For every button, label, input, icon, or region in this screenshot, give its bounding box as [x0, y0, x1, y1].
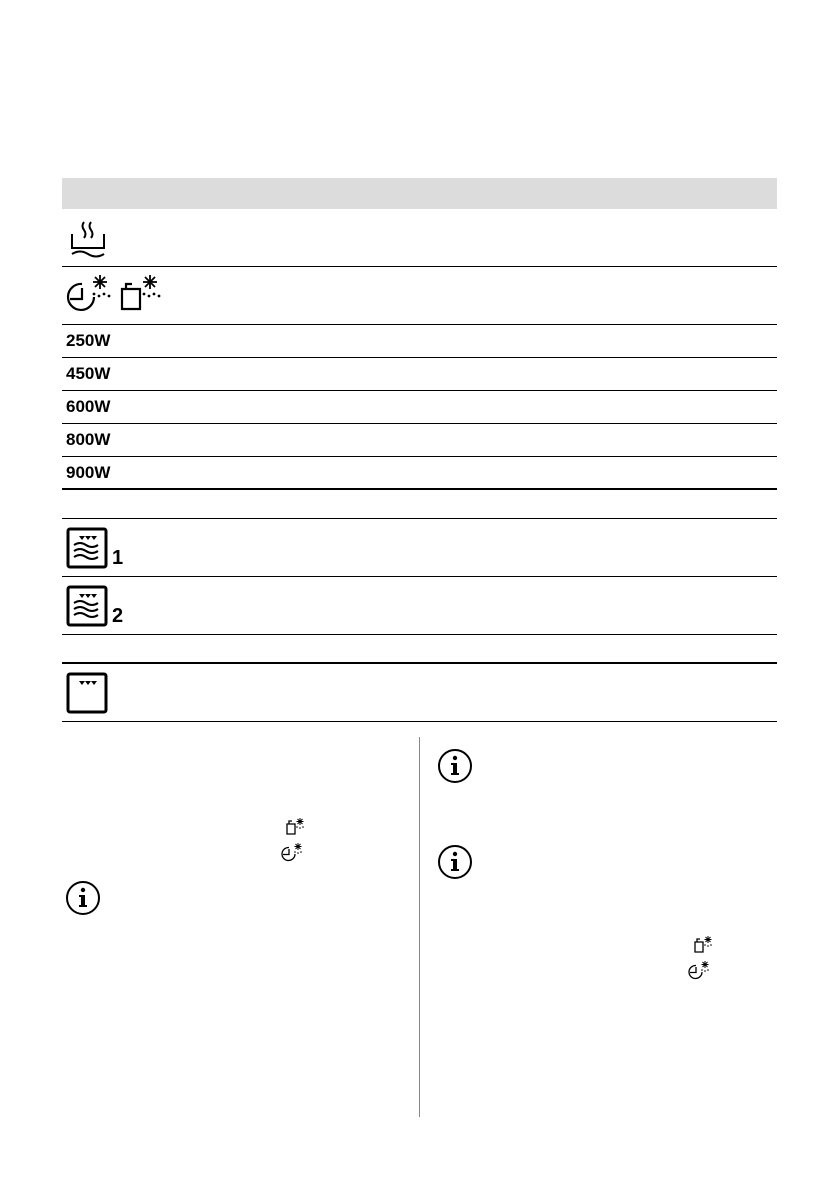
table-row — [62, 209, 777, 267]
table-row — [62, 358, 777, 391]
info-icon — [437, 748, 473, 784]
defrost-weight-icon — [285, 818, 307, 836]
table-header — [62, 178, 777, 209]
table-row — [62, 267, 777, 325]
table-row — [62, 490, 777, 519]
table-row — [62, 577, 777, 635]
table-row — [62, 519, 777, 577]
table-row — [62, 424, 777, 457]
power-level-800: 800W — [66, 430, 111, 449]
defrost-weight-icon — [118, 275, 166, 319]
table-row — [62, 391, 777, 424]
defrost-time-icon — [281, 843, 305, 863]
power-level-600: 600W — [66, 397, 111, 416]
defrost-weight-icon — [693, 936, 715, 954]
grill-level-1: 1 — [112, 547, 124, 569]
top-heater-icon — [66, 672, 110, 716]
table-row — [62, 664, 777, 722]
table-row — [62, 635, 777, 664]
steam-pot-icon — [66, 216, 110, 260]
combi-grill-icon — [66, 585, 110, 629]
power-level-450: 450W — [66, 364, 111, 383]
column-divider — [419, 737, 420, 1117]
function-table — [62, 178, 777, 722]
combi-grill-icon — [66, 527, 110, 571]
defrost-time-icon — [688, 961, 712, 981]
defrost-time-icon — [66, 275, 114, 319]
table-row — [62, 457, 777, 490]
info-icon — [437, 844, 473, 880]
power-level-250: 250W — [66, 331, 111, 350]
grill-level-2: 2 — [112, 605, 124, 627]
table-row — [62, 325, 777, 358]
power-level-900: 900W — [66, 463, 111, 482]
info-icon — [65, 880, 101, 916]
